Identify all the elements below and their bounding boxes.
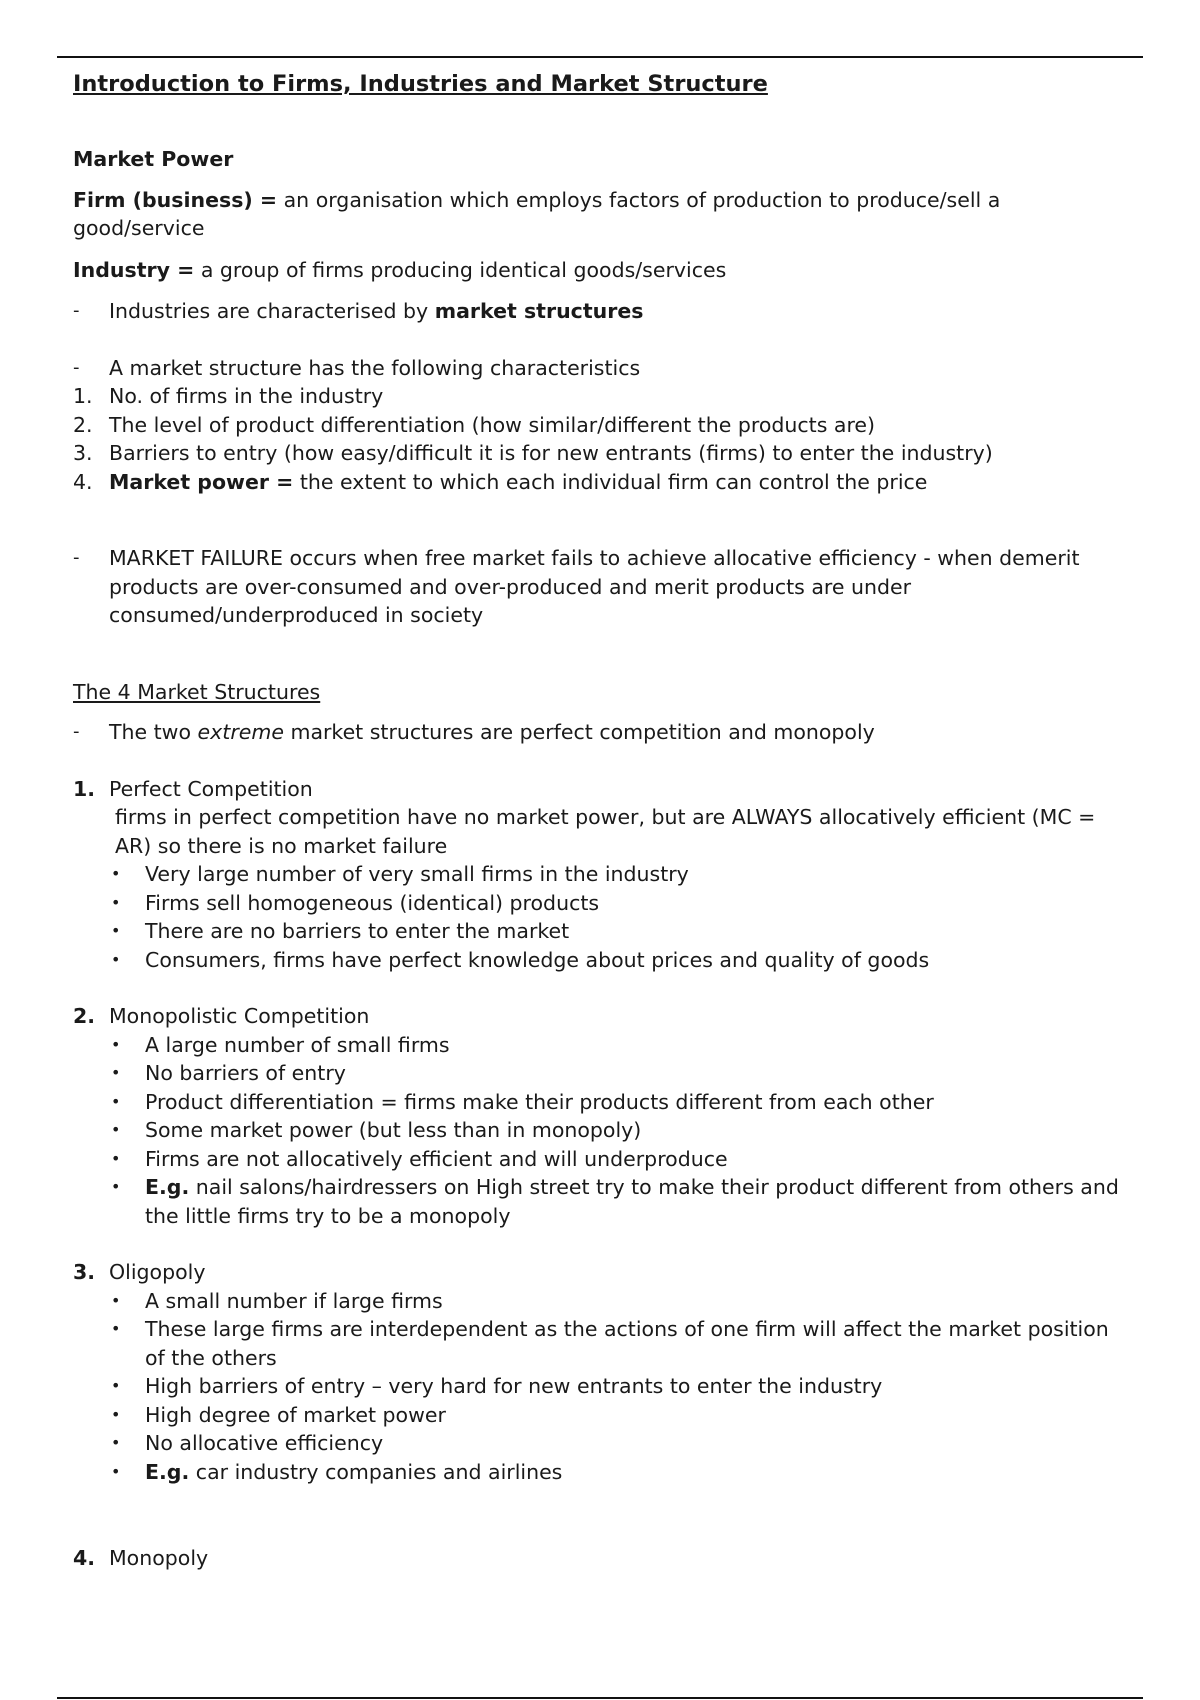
list-text: No. of firms in the industry — [109, 384, 384, 408]
document-page — [73, 68, 1133, 1573]
section-title: Perfect Competition — [109, 776, 313, 801]
page-title: Introduction to Firms, Industries and Market Structure — [73, 71, 768, 97]
structures-intro — [73, 297, 1133, 326]
firm-term: Firm (business) = — [73, 187, 278, 212]
list-text: the extent to which each individual firm can control the price — [299, 469, 928, 494]
structure-perfect-competition — [73, 775, 1133, 804]
market-failure-note: - MARKET FAILURE occurs when free market fails to achieve allocative efficiency - when demerit products are over-consumed and over-produced and merit products are under consumed/underproduced in society — [73, 544, 1133, 630]
list-number: 3. — [73, 441, 93, 465]
industry-definition — [73, 256, 1133, 285]
extreme-post: market structures are perfect competition and monopoly — [290, 720, 875, 744]
characteristics-intro: - A market structure has the following characteristics — [73, 354, 1133, 383]
example-text: nail salons/hairdressers on High street try to make their product different from others and the little firms try to be a monopoly — [145, 1175, 1119, 1228]
section-title: Monopolistic Competition — [109, 1004, 370, 1028]
market-power-term: Market power = — [109, 469, 294, 494]
firm-def: an organisation which employs factors of production to produce/sell a good/service — [73, 187, 1001, 240]
industry-def: a group of firms producing identical goods/services — [200, 257, 727, 282]
section-number: 3. — [73, 1260, 96, 1284]
section-number: 1. — [73, 776, 96, 801]
list-item: • Some market power (but less than in monopoly) — [73, 1116, 1133, 1145]
top-rule — [57, 56, 1143, 58]
example-text: car industry companies and airlines — [195, 1459, 563, 1484]
structures-intro-text: Industries are characterised by — [109, 299, 429, 323]
list-text: Barriers to entry (how easy/difficult it is for new entrants (firms) to enter the industry) — [109, 441, 993, 465]
bottom-rule — [57, 1697, 1143, 1699]
structure-oligopoly — [73, 1258, 1133, 1287]
structure-monopoly — [73, 1544, 1133, 1573]
example-item — [73, 1458, 1133, 1487]
list-number: 2. — [73, 412, 93, 437]
list-item: • Firms are not allocatively efficient and will underproduce — [73, 1145, 1133, 1174]
section-title: Monopoly — [109, 1546, 209, 1570]
structures-term: market structures — [434, 299, 644, 323]
industry-term: Industry = — [73, 257, 195, 282]
extreme-structures-note — [73, 718, 1133, 747]
list-item: • These large firms are interdependent as the actions of one firm will affect the market position of the others — [73, 1315, 1133, 1372]
list-item — [73, 411, 1133, 440]
list-item: • Consumers, firms have perfect knowledge about prices and quality of goods — [73, 946, 1133, 975]
list-item: • High barriers of entry – very hard for new entrants to enter the industry — [73, 1372, 1133, 1401]
list-item — [73, 468, 1133, 497]
firm-definition — [73, 186, 1133, 243]
list-item: • No allocative efficiency — [73, 1429, 1133, 1458]
list-item: • A large number of small firms — [73, 1031, 1133, 1060]
list-item: • Firms sell homogeneous (identical) products — [73, 889, 1133, 918]
example-item — [73, 1173, 1133, 1230]
list-number: 4. — [73, 469, 93, 494]
list-item: • Product differentiation = firms make their products different from each other — [73, 1088, 1133, 1117]
list-item: • High degree of market power — [73, 1401, 1133, 1430]
extreme-word: extreme — [197, 720, 284, 744]
example-label: E.g. — [145, 1459, 190, 1484]
perfect-competition-note: firms in perfect competition have no market power, but are ALWAYS allocatively efficient (MC = AR) so there is no market failure — [115, 805, 1096, 858]
list-item: • There are no barriers to enter the market — [73, 917, 1133, 946]
extreme-pre: The two — [109, 720, 191, 744]
list-item: • No barriers of entry — [73, 1059, 1133, 1088]
example-label: E.g. — [145, 1175, 190, 1199]
section-title: Oligopoly — [109, 1260, 206, 1284]
characteristics-list — [73, 382, 1133, 496]
list-text: The level of product differentiation (how similar/different the products are) — [109, 412, 876, 437]
list-number: 1. — [73, 384, 93, 408]
list-item: • A small number if large firms — [73, 1287, 1133, 1316]
section-number: 4. — [73, 1546, 96, 1570]
section-heading-structures: The 4 Market Structures — [73, 679, 321, 704]
list-item — [73, 439, 1133, 468]
list-item: • Very large number of very small firms in the industry — [73, 860, 1133, 889]
structure-monopolistic-competition — [73, 1002, 1133, 1031]
list-item — [73, 382, 1133, 411]
section-heading-market-power: Market Power — [73, 147, 234, 171]
section-number: 2. — [73, 1004, 96, 1028]
